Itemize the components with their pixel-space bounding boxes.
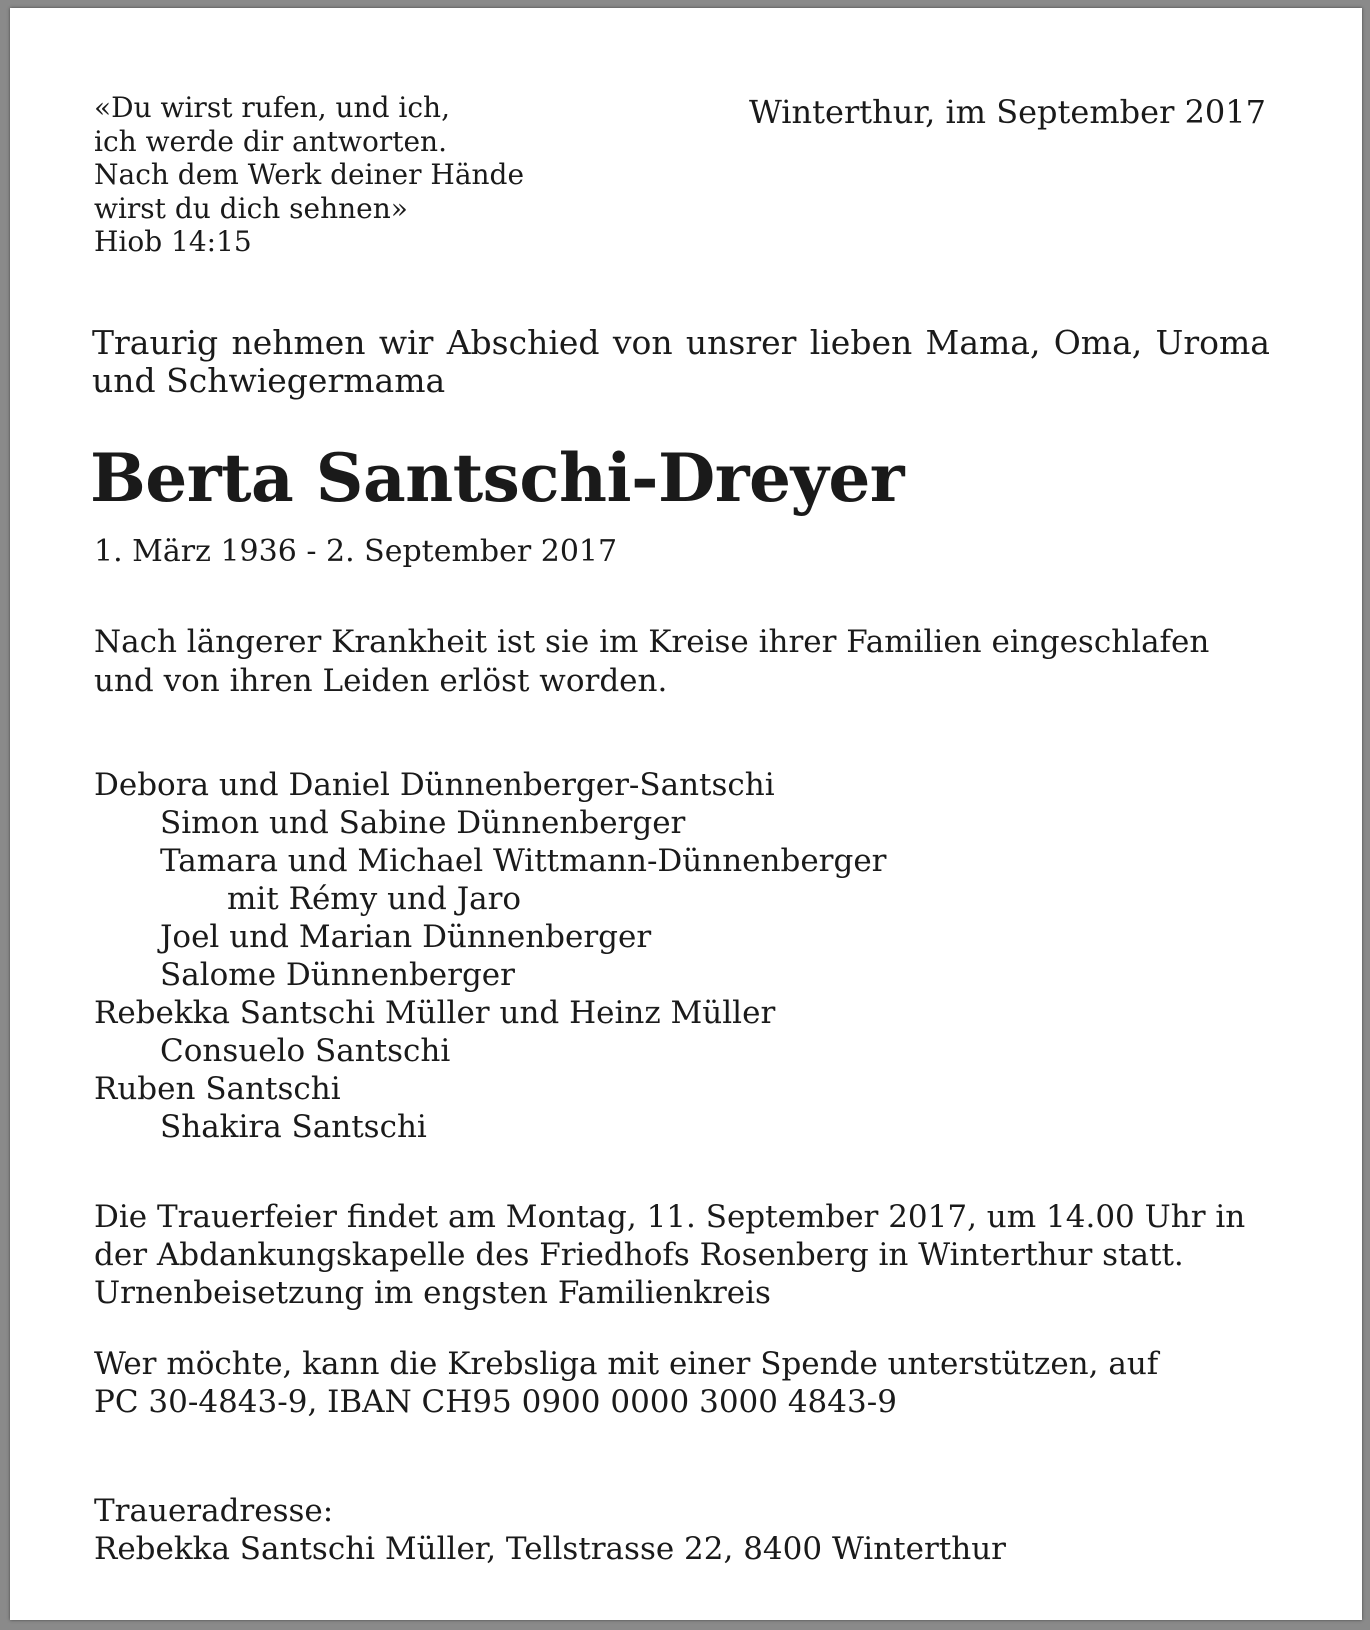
mourner-entry: Joel und Marian Dünnenberger bbox=[160, 919, 652, 955]
intro-word: Oma, bbox=[1053, 323, 1143, 362]
intro-word: wir bbox=[378, 323, 434, 362]
verse-line: wirst du dich sehnen» bbox=[94, 191, 408, 225]
intro-word: Mama, bbox=[925, 323, 1041, 362]
mourning-address bbox=[94, 1492, 1006, 1568]
intro-word: Traurig bbox=[92, 323, 219, 362]
mourner-entry: Shakira Santschi bbox=[160, 1109, 427, 1145]
mourner-entry: Rebekka Santschi Müller und Heinz Müller bbox=[94, 995, 776, 1031]
mourners-list bbox=[94, 766, 887, 1146]
mourner-entry: mit Rémy und Jaro bbox=[227, 881, 522, 917]
address-value: Rebekka Santschi Müller, Tellstrasse 22, 8400 Winterthur bbox=[94, 1531, 1006, 1567]
mourner-entry: Ruben Santschi bbox=[94, 1071, 341, 1107]
intro-word: von bbox=[612, 323, 673, 362]
bible-verse bbox=[94, 91, 524, 259]
intro-word: Abschied bbox=[446, 323, 600, 362]
verse-line: Nach dem Werk deiner Hände bbox=[94, 158, 525, 191]
service-line: Die Trauerfeier findet am Montag, 11. September 2017, um 14.00 Uhr in bbox=[94, 1199, 1246, 1235]
intro-line-2: und Schwiegermama bbox=[92, 361, 446, 400]
message-line: und von ihren Leiden erlöst worden. bbox=[94, 663, 668, 699]
intro-word: Uroma bbox=[1155, 323, 1270, 362]
verse-line: ich werde dir antworten. bbox=[94, 124, 447, 158]
place-and-date: Winterthur, im September 2017 bbox=[748, 93, 1266, 131]
obituary-page bbox=[10, 8, 1362, 1620]
donation-info bbox=[94, 1345, 1158, 1421]
deceased-name: Berta Santschi-Dreyer bbox=[90, 439, 905, 517]
intro-line-1 bbox=[92, 324, 1270, 362]
intro-text bbox=[92, 324, 1270, 400]
donation-line: PC 30-4843-9, IBAN CH95 0900 0000 3000 4843-9 bbox=[94, 1384, 897, 1420]
life-dates: 1. März 1936 - 2. September 2017 bbox=[94, 534, 618, 569]
service-line: der Abdankungskapelle des Friedhofs Rosenberg in Winterthur statt. bbox=[94, 1237, 1184, 1273]
mourner-entry: Debora und Daniel Dünnenberger-Santschi bbox=[94, 767, 775, 803]
address-label: Traueradresse: bbox=[94, 1493, 334, 1529]
intro-word: lieben bbox=[809, 323, 913, 362]
donation-line: Wer möchte, kann die Krebsliga mit einer Spende unterstützen, auf bbox=[94, 1346, 1159, 1382]
intro-word: unsrer bbox=[685, 323, 797, 362]
mourner-entry: Consuelo Santschi bbox=[160, 1033, 451, 1069]
mourner-entry: Salome Dünnenberger bbox=[160, 957, 515, 993]
message-line: Nach längerer Krankheit ist sie im Kreise ihrer Familien eingeschlafen bbox=[94, 624, 1210, 660]
mourner-entry: Tamara und Michael Wittmann-Dünnenberger bbox=[160, 843, 887, 879]
service-line: Urnenbeisetzung im engsten Familienkreis bbox=[94, 1275, 771, 1311]
intro-word: nehmen bbox=[231, 323, 366, 362]
funeral-service-info bbox=[94, 1198, 1245, 1312]
passing-message bbox=[94, 623, 1209, 701]
mourner-entry: Simon und Sabine Dünnenberger bbox=[160, 805, 686, 841]
verse-line: «Du wirst rufen, und ich, bbox=[94, 91, 450, 124]
verse-reference: Hiob 14:15 bbox=[94, 225, 252, 258]
